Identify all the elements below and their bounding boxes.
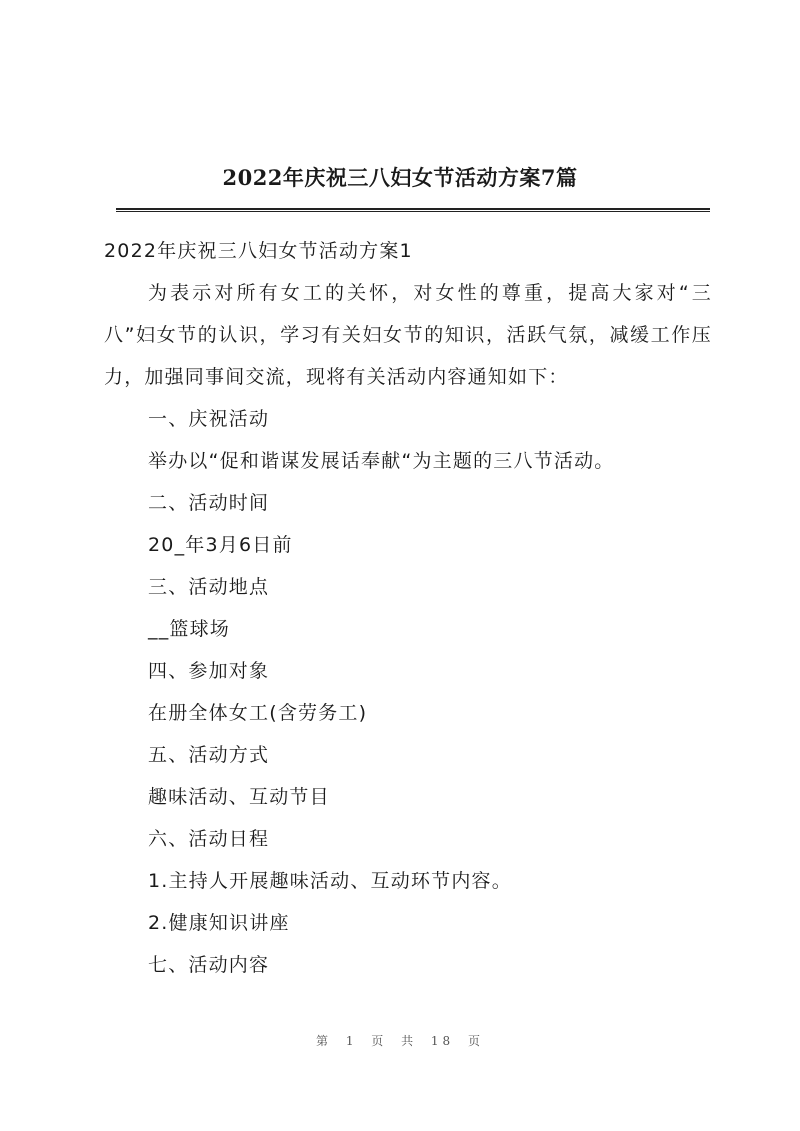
- heading-participants: 四、参加对象: [148, 660, 270, 682]
- section-heading: 2022年庆祝三八妇女节活动方案1: [104, 240, 413, 262]
- location-detail: __篮球场: [148, 618, 231, 640]
- page-footer: 第 1 页 共 18 页: [316, 1034, 484, 1048]
- time-detail: 20_年3月6日前: [148, 534, 293, 556]
- document-body: [104, 230, 712, 986]
- celebration-detail: 举办以“促和谐谋发展话奉献“为主题的三八节活动。: [148, 450, 615, 472]
- participants-detail: 在册全体女工(含劳务工): [148, 702, 368, 724]
- heading-content: 七、活动内容: [148, 954, 270, 976]
- heading-location: 三、活动地点: [148, 576, 270, 598]
- heading-celebration: 一、庆祝活动: [148, 408, 270, 430]
- title-divider: [116, 208, 710, 212]
- intro-paragraph: 为表示对所有女工的关怀，对女性的尊重，提高大家对“三八”妇女节的认识，学习有关妇女节的知识，活跃气氛，减缓工作压力，加强同事间交流，现将有关活动内容通知如下：: [104, 282, 712, 388]
- document-title: 2022年庆祝三八妇女节活动方案7篇: [222, 165, 578, 190]
- heading-time: 二、活动时间: [148, 492, 270, 514]
- format-detail: 趣味活动、互动节目: [148, 786, 330, 808]
- heading-format: 五、活动方式: [148, 744, 270, 766]
- schedule-item-2: 2.健康知识讲座: [148, 912, 290, 934]
- schedule-item-1: 1.主持人开展趣味活动、互动环节内容。: [148, 870, 512, 892]
- heading-schedule: 六、活动日程: [148, 828, 270, 850]
